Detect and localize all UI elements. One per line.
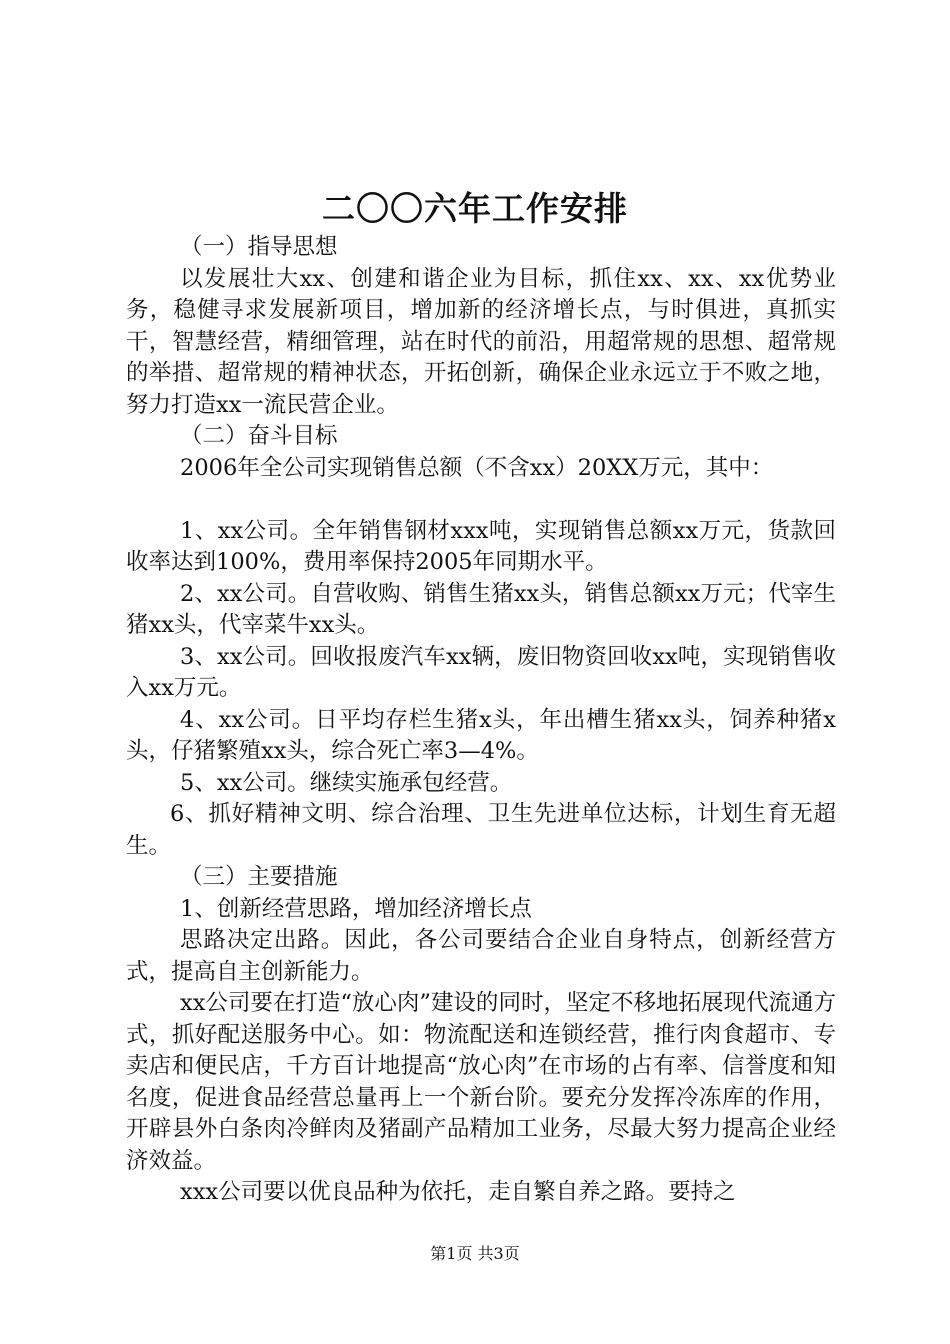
paragraph-measure-meat: xx公司要在打造“放心肉”建设的同时，坚定不移地拓展现代流通方式，抓好配送服务中心。如：物流配送和连锁经营，推行肉食超市、专卖店和便民店，千方百计地提高“放心肉”在市场的占有率、信誉度和知名度，促进食品经营总量再上一个新台阶。要充分发挥冷冻库的作用，开辟县外白条肉冷鲜肉及猪副产品精加工业务，尽最大努力提高企业经济效益。: [126, 990, 836, 1174]
paragraph-sales-target: 2006年全公司实现销售总额（不含xx）20XX万元，其中：: [180, 454, 774, 481]
paragraph-measure-intro: 思路决定出路。因此，各公司要结合企业自身特点，创新经营方式，提高自主创新能力。: [126, 927, 836, 985]
list-item-goal-2: 2、xx公司。自营收购、销售生猪xx头，销售总额xx万元；代宰生猪xx头，代宰菜牛xx头。: [126, 580, 836, 638]
list-item-goal-6: 6、抓好精神文明、综合治理、卫生先进单位达标，计划生育无超生。: [126, 801, 836, 859]
page-footer: 第1页 共3页: [430, 1244, 520, 1263]
paragraph-guiding-ideology: 以发展壮大xx、创建和谐企业为目标，抓住xx、xx、xx优势业务，稳健寻求发展新项目，增加新的经济增长点，与时俱进，真抓实干，智慧经营，精细管理，站在时代的前沿，用超常规的思想、超常规的举措、超常规的精神状态，开拓创新，确保企业永远立于不败之地，努力打造xx一流民营企业。: [126, 265, 836, 418]
subheading-measure-1: 1、创新经营思路，增加经济增长点: [180, 895, 532, 922]
list-item-goal-5: 5、xx公司。继续实施承包经营。: [180, 769, 513, 796]
list-item-goal-4: 4、xx公司。日平均存栏生猪x头，年出槽生猪xx头，饲养种猪x头，仔猪繁殖xx头，综合死亡率3—4%。: [126, 706, 836, 764]
section-heading-goals: （二）奋斗目标: [180, 423, 338, 449]
section-heading-measures: （三）主要措施: [180, 864, 338, 890]
list-item-goal-3: 3、xx公司。回收报废汽车xx辆，废旧物资回收xx吨，实现销售收入xx万元。: [126, 643, 836, 701]
paragraph-measure-breeding: xxx公司要以优良品种为依托，走自繁自养之路。要持之: [180, 1179, 736, 1205]
document-body: [126, 232, 836, 1209]
blank-line: [126, 484, 836, 516]
list-item-goal-1: 1、xx公司。全年销售钢材xxx吨，实现销售总额xx万元，货款回收率达到100%，费用率保持2005年同期水平。: [126, 517, 836, 575]
document-title: 二〇〇六年工作安排: [322, 189, 628, 228]
section-heading-guiding-ideology: （一）指导思想: [180, 234, 338, 260]
